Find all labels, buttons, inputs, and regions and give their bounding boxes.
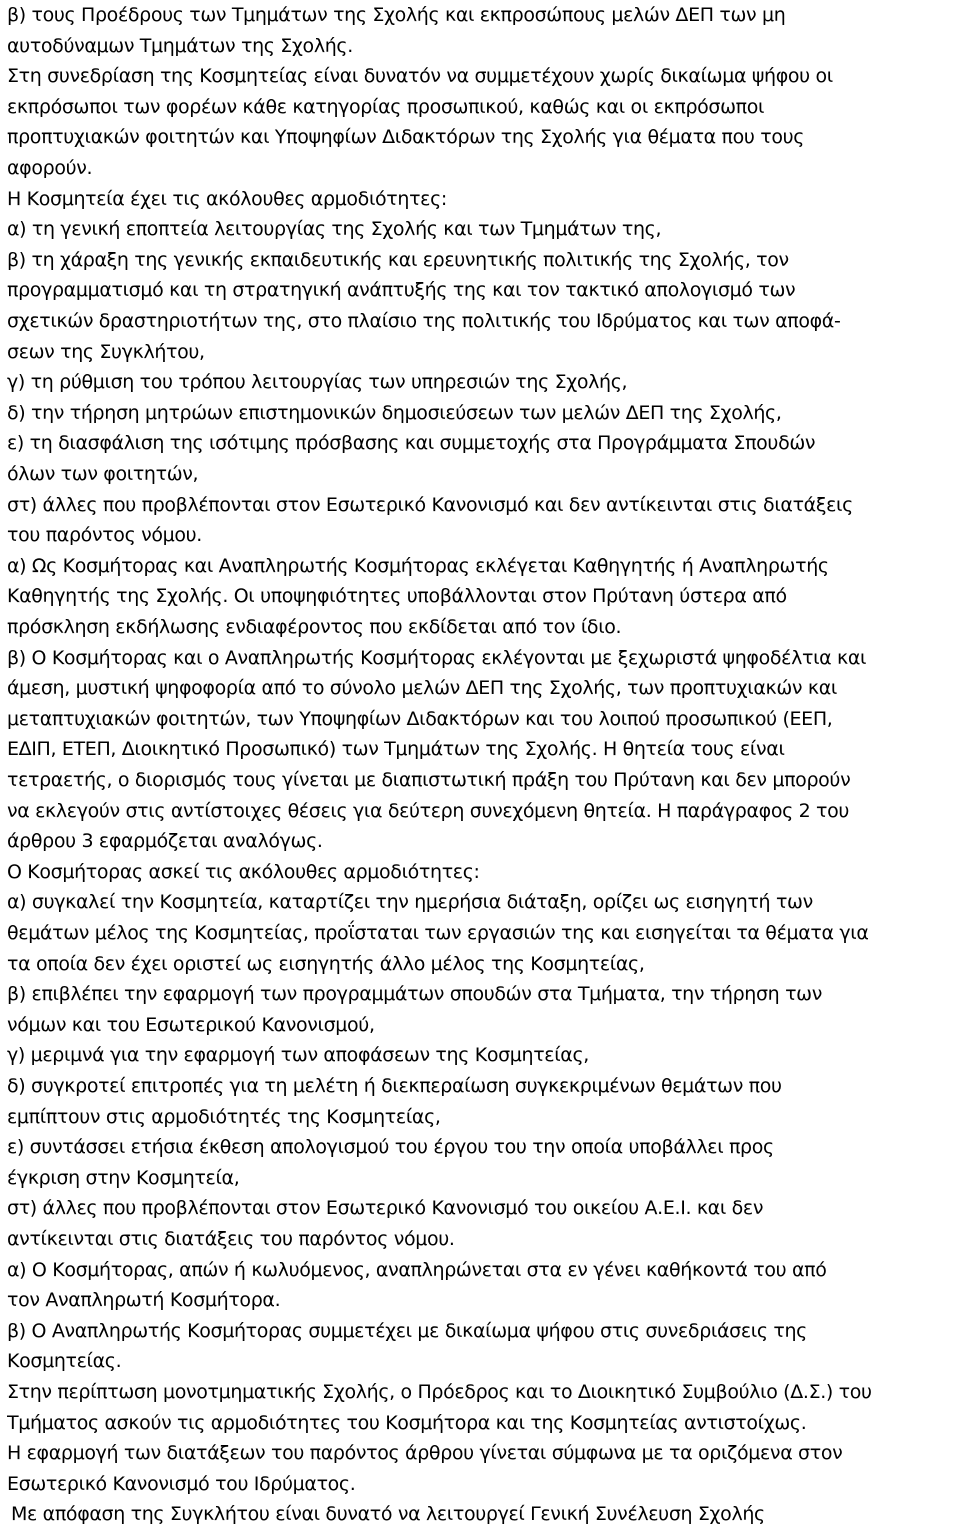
text-line: τετραετής, ο διορισμός τους γίνεται με διαπιστωτική πράξη του Πρύτανη και δεν μπορούν xyxy=(7,769,851,791)
text-line: νόμων και του Εσωτερικού Κανονισμού, xyxy=(7,1013,375,1036)
text-line: του παρόντος νόμου. xyxy=(7,524,202,547)
text-line: να εκλεγούν στις αντίστοιχες θέσεις για δεύτερη συνεχόμενη θητεία. Η παράγραφος 2 του xyxy=(7,799,850,822)
text-line: δ) συγκροτεί επιτροπές για τη μελέτη ή διεκπεραίωση συγκεκριμένων θεμάτων που xyxy=(7,1075,782,1097)
text-line: γ) μεριμνά για την εφαρμογή των αποφάσεων της Κοσμητείας, xyxy=(7,1044,589,1067)
text-line: Στη συνεδρίαση της Κοσμητείας είναι δυνατόν να συμμετέχουν χωρίς δικαίωμα ψήφου οι xyxy=(7,65,833,88)
text-line: Κοσμητείας. xyxy=(7,1350,122,1373)
text-line: σχετικών δραστηριοτήτων της, στο πλαίσιο της πολιτικής του Ιδρύματος και των αποφά- xyxy=(7,310,841,332)
text-line: Με απόφαση της Συγκλήτου είναι δυνατό να λειτουργεί Γενική Συνέλευση Σχολής xyxy=(11,1503,765,1526)
text-line: όλων των φοιτητών, xyxy=(7,463,199,485)
text-line: στ) άλλες που προβλέπονται στον Εσωτερικό Κανονισμό του οικείου Α.Ε.Ι. και δεν xyxy=(7,1197,764,1220)
text-line: α) Ως Κοσμήτορας και Αναπληρωτής Κοσμήτορας εκλέγεται Καθηγητής ή Αναπληρωτής xyxy=(7,554,829,577)
text-line: Στην περίπτωση μονοτμηματικής Σχολής, ο Πρόεδρος και το Διοικητικό Συμβούλιο (Δ.Σ.) του xyxy=(7,1381,872,1403)
text-line: α) Ο Κοσμήτορας, απών ή κωλυόμενος, αναπληρώνεται στα εν γένει καθήκοντά του από xyxy=(7,1258,827,1281)
document-page xyxy=(7,0,957,1537)
text-line: δ) την τήρηση μητρώων επιστημονικών δημοσιεύσεων των μελών ΔΕΠ της Σχολής, xyxy=(7,401,782,424)
text-line: ε) συντάσσει ετήσια έκθεση απολογισμού του έργου του την οποία υποβάλλει προς xyxy=(7,1136,774,1159)
text-line: έγκριση στην Κοσμητεία, xyxy=(7,1166,240,1189)
text-line: Εσωτερικό Κανονισμό του Ιδρύματος. xyxy=(7,1472,356,1495)
text-line: ε) τη διασφάλιση της ισότιμης πρόσβασης και συμμετοχής στα Προγράμματα Σπουδών xyxy=(7,432,816,455)
text-line: προγραμματισμό και τη στρατηγική ανάπτυξής της και τον τακτικό απολογισμό των xyxy=(7,279,796,302)
text-line: άμεση, μυστική ψηφοφορία από το σύνολο μελών ΔΕΠ της Σχολής, των προπτυχιακών και xyxy=(7,677,837,700)
text-line: β) επιβλέπει την εφαρμογή των προγραμμάτων σπουδών στα Τμήματα, την τήρηση των xyxy=(7,983,822,1006)
text-line: γ) τη ρύθμιση του τρόπου λειτουργίας των υπηρεσιών της Σχολής, xyxy=(7,371,628,394)
text-line: αυτοδύναμων Τμημάτων της Σχολής. xyxy=(7,34,353,57)
text-line: Καθηγητής της Σχολής. Οι υποψηφιότητες υποβάλλονται στον Πρύτανη ύστερα από xyxy=(7,585,787,608)
text-line: θεμάτων μέλος της Κοσμητείας, προΐσταται των εργασιών της και εισηγείται τα θέματα για xyxy=(7,922,869,944)
text-line: Η Κοσμητεία έχει τις ακόλουθες αρμοδιότητες: xyxy=(7,187,447,210)
text-line: πρόσκληση εκδήλωσης ενδιαφέροντος που εκδίδεται από τον ίδιο. xyxy=(7,616,622,638)
text-line: Η εφαρμογή των διατάξεων του παρόντος άρθρου γίνεται σύμφωνα με τα οριζόμενα στον xyxy=(7,1442,843,1465)
text-line: β) Ο Κοσμήτορας και ο Αναπληρωτής Κοσμήτορας εκλέγονται με ξεχωριστά ψηφοδέλτια και xyxy=(7,646,867,669)
text-line: α) τη γενική εποπτεία λειτουργίας της Σχολής και των Τμημάτων της, xyxy=(7,218,662,241)
text-line: ΕΔΙΠ, ΕΤΕΠ, Διοικητικό Προσωπικό) των Τμημάτων της Σχολής. Η θητεία τους είναι xyxy=(7,738,785,761)
text-line: τα οποία δεν έχει οριστεί ως εισηγητής άλλο μέλος της Κοσμητείας, xyxy=(7,952,645,975)
text-line: αντίκεινται στις διατάξεις του παρόντος νόμου. xyxy=(7,1228,455,1250)
text-line: αφορούν. xyxy=(7,157,93,179)
text-line: β) Ο Αναπληρωτής Κοσμήτορας συμμετέχει με δικαίωμα ψήφου στις συνεδριάσεις της xyxy=(7,1319,807,1342)
text-line: εμπίπτουν στις αρμοδιότητές της Κοσμητείας, xyxy=(7,1105,441,1128)
text-line: β) τους Προέδρους των Τμημάτων της Σχολής και εκπροσώπους μελών ΔΕΠ των μη xyxy=(7,4,786,26)
text-line: προπτυχιακών φοιτητών και Υποψηφίων Διδακτόρων της Σχολής για θέματα που τους xyxy=(7,126,805,149)
text-line: Τμήματος ασκούν τις αρμοδιότητες του Κοσμήτορα και της Κοσμητείας αντιστοίχως. xyxy=(7,1411,807,1434)
text-line: στ) άλλες που προβλέπονται στον Εσωτερικό Κανονισμό και δεν αντίκεινται στις διατάξεις xyxy=(7,493,853,516)
text-line: β) τη χάραξη της γενικής εκπαιδευτικής και ερευνητικής πολιτικής της Σχολής, τον xyxy=(7,248,789,271)
text-line: α) συγκαλεί την Κοσμητεία, καταρτίζει την ημερήσια διάταξη, ορίζει ως εισηγητή των xyxy=(7,891,813,914)
text-line: τον Αναπληρωτή Κοσμήτορα. xyxy=(7,1289,281,1312)
text-line: εκπρόσωποι των φορέων κάθε κατηγορίας προσωπικού, καθώς και οι εκπρόσωποι xyxy=(7,95,765,118)
text-line: μεταπτυχιακών φοιτητών, των Υποψηφίων Διδακτόρων και του λοιπού προσωπικού (ΕΕΠ, xyxy=(7,707,833,730)
text-line: άρθρου 3 εφαρμόζεται αναλόγως. xyxy=(7,830,323,853)
text-line: Ο Κοσμήτορας ασκεί τις ακόλουθες αρμοδιότητες: xyxy=(7,860,480,883)
text-line: σεων της Συγκλήτου, xyxy=(7,340,205,363)
